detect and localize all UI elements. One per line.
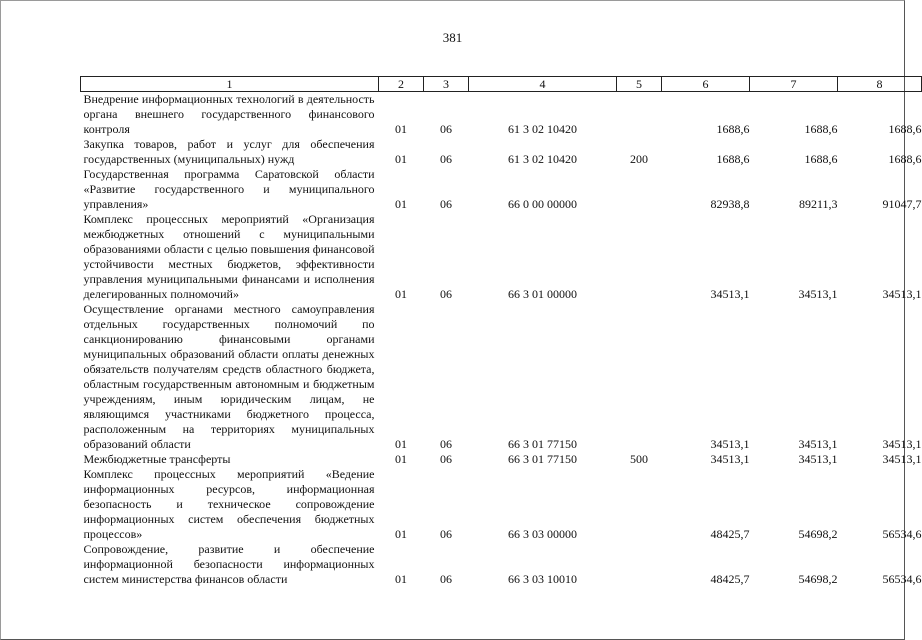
row-amount-year2: 1688,6 (804, 122, 838, 136)
row-target-code: 66 3 01 00000 (508, 287, 577, 301)
header-col-3: 3 (424, 77, 469, 92)
row-expense-type (617, 467, 662, 542)
header-row (81, 77, 922, 92)
row-expense-type (617, 167, 662, 212)
row-expense-type: 500 (630, 452, 648, 466)
row-amount-year3: 56534,6 (882, 572, 922, 586)
page-number: 381 (442, 30, 463, 45)
row-amount-year1: 1688,6 (716, 122, 750, 136)
row-subsection: 06 (440, 572, 452, 586)
table-row (81, 542, 922, 587)
row-expense-type (617, 302, 662, 452)
row-target-code: 61 3 02 10420 (508, 122, 577, 136)
row-amount-year3: 91047,7 (882, 197, 922, 211)
row-target-code: 66 3 01 77150 (508, 437, 577, 451)
row-amount-year1: 82938,8 (710, 197, 750, 211)
row-amount-year3: 1688,6 (888, 152, 922, 166)
row-target-code: 66 3 01 77150 (508, 452, 577, 466)
row-target-code: 66 0 00 00000 (508, 197, 577, 211)
header-col-5: 5 (617, 77, 662, 92)
row-name: Сопровождение, развитие и обеспечение информационной безопасности информационных систем министерства финансов области (83, 542, 375, 586)
row-name: Закупка товаров, работ и услуг для обеспечения государственных (муниципальных) нужд (83, 137, 375, 166)
row-name: Межбюджетные трансферты (83, 452, 231, 466)
row-amount-year3: 34513,1 (882, 437, 922, 451)
table-row (81, 467, 922, 542)
header-col-6: 6 (662, 77, 750, 92)
row-name: Комплекс процессных мероприятий «Ведение информационных ресурсов, информационная безопасность и техническое сопровождение информационных систем обеспечения бюджетных процессов» (83, 467, 375, 541)
row-subsection: 06 (440, 527, 452, 541)
row-amount-year1: 34513,1 (710, 287, 750, 301)
row-subsection: 06 (440, 122, 452, 136)
row-name: Внедрение информационных технологий в деятельность органа внешнего государственного финансового контроля (83, 92, 375, 136)
row-amount-year1: 1688,6 (716, 152, 750, 166)
row-section: 01 (395, 197, 407, 211)
row-section: 01 (395, 287, 407, 301)
header-col-7: 7 (750, 77, 838, 92)
row-expense-type (617, 92, 662, 138)
budget-table (80, 76, 922, 587)
row-name: Комплекс процессных мероприятий «Организация межбюджетных отношений с муниципальными образованиями области с целью повышения финансовой устойчивости местных бюджетов, эффективности управления муниципальными финансами и исполнения делегированных полномочий» (83, 212, 375, 301)
row-amount-year2: 34513,1 (798, 452, 838, 466)
row-expense-type (617, 542, 662, 587)
header-col-2: 2 (379, 77, 424, 92)
row-subsection: 06 (440, 452, 452, 466)
row-amount-year2: 89211,3 (798, 197, 838, 211)
row-subsection: 06 (440, 152, 452, 166)
row-target-code: 66 3 03 00000 (508, 527, 577, 541)
header-col-8: 8 (838, 77, 922, 92)
row-amount-year2: 54698,2 (798, 572, 838, 586)
row-target-code: 66 3 03 10010 (508, 572, 577, 586)
row-expense-type (617, 212, 662, 302)
table-row (81, 167, 922, 212)
header-col-4: 4 (469, 77, 617, 92)
row-amount-year1: 34513,1 (710, 437, 750, 451)
row-amount-year1: 34513,1 (710, 452, 750, 466)
row-section: 01 (395, 122, 407, 136)
table-row (81, 212, 922, 302)
row-subsection: 06 (440, 437, 452, 451)
row-section: 01 (395, 572, 407, 586)
header-col-1: 1 (81, 77, 379, 92)
row-amount-year3: 34513,1 (882, 452, 922, 466)
row-amount-year2: 1688,6 (804, 152, 838, 166)
row-section: 01 (395, 437, 407, 451)
row-section: 01 (395, 452, 407, 466)
row-amount-year2: 34513,1 (798, 437, 838, 451)
row-expense-type: 200 (630, 152, 648, 166)
table-row (81, 302, 922, 452)
row-target-code: 61 3 02 10420 (508, 152, 577, 166)
table-row (81, 137, 922, 167)
row-name: Осуществление органами местного самоуправления отдельных государственных полномочий по санкционированию финансовыми органами муниципальных образований области оплаты денежных обязательств получателям средств областного бюджета, областным государственным автономным и бюджетным учреждениям, иным юридическим лицам, не являющимся участниками бюджетного процесса, расположенным на территориях муниципальных образований области (83, 302, 375, 451)
table-row (81, 92, 922, 138)
row-amount-year3: 56534,6 (882, 527, 922, 541)
row-section: 01 (395, 152, 407, 166)
row-section: 01 (395, 527, 407, 541)
row-amount-year3: 1688,6 (888, 122, 922, 136)
row-amount-year3: 34513,1 (882, 287, 922, 301)
row-subsection: 06 (440, 197, 452, 211)
table-row (81, 452, 922, 467)
row-amount-year2: 34513,1 (798, 287, 838, 301)
row-subsection: 06 (440, 287, 452, 301)
row-amount-year1: 48425,7 (710, 572, 750, 586)
row-name: Государственная программа Саратовской области «Развитие государственного и муниципального управления» (83, 167, 375, 211)
row-amount-year1: 48425,7 (710, 527, 750, 541)
row-amount-year2: 54698,2 (798, 527, 838, 541)
